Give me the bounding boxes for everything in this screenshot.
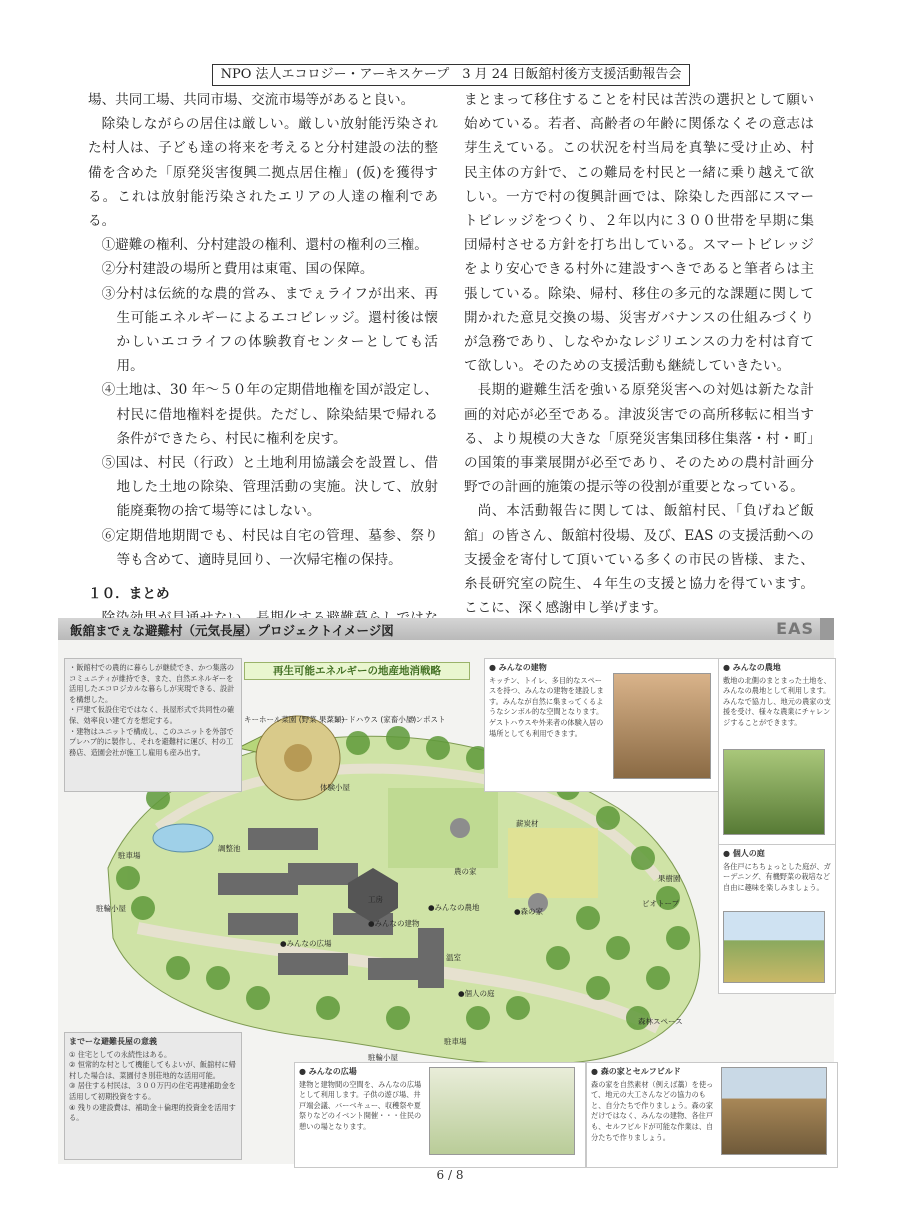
label-bike-shed-2: 駐輪小屋 [368, 1053, 398, 1062]
box-title: ● みんなの広場 [299, 1067, 357, 1076]
label-orchard: 果樹園 [658, 874, 681, 883]
farmland-photo [723, 749, 825, 835]
box-text: 森の家を自然素材（例えば藁）を使って、地元の大工さんなどの協力のもと、自分たちで作りましょう。森の家だけではなく、みんなの建物、各住戸も、セルフビルドが可能な作業は、自分たちで作りましょう。 [591, 1079, 714, 1142]
list-item: ①避難の権利、分村建設の権利、還村の権利の三権。 [101, 237, 428, 254]
list-item: ④土地は、30 年～５０年の定期借地権を国が設定し、村民に借地権料を提供。ただし、除染結果で帰れる条件ができたら、村民に権利を戻す。 [101, 382, 438, 447]
page-header: NPO 法人エコロジー・アーキスケープ 3 月 24 日飯舘村後方支援活動報告会 [212, 64, 690, 86]
selfbuild-photo [721, 1067, 827, 1155]
label-compost: コンポスト [408, 715, 446, 724]
paragraph: 尚、本活動報告に関しては、飯舘村民、「負げねど飯舘」の皆さん、飯舘村役場、及び、EAS の支援活動への支援金を寄付して頂いている多くの市民の皆様、また、糸長研究室の院生、４年生の支援と協力を得ています。ここに、深く感謝申し挙げます。 [464, 503, 814, 617]
label-shared-farmland: ●みんなの農地 [428, 903, 480, 912]
label-keyhole-garden: キーホール菜園 (野菜 果菜類) [244, 715, 345, 724]
paragraph: まとまって移住することを村民は苦渋の選択として願い始めている。若者、高齢者の年齢に関係なくその意志は芽生えている。この状況を村当局を真摯に受け止め、村民主体の方針で、この難局を村民と一緒に乗り越えて欲しい。一方で村の復興計画では、除染した西部にスマートビレッジをつくり、２年以内に３００世帯を早期に集団帰村させる方針を打ち出している。スマートビレッジをより安心できる村外に建設すへきであると筆者らは主張している。除染、帰村、移住の多元的な課題に関して開かれた意見交換の場、災害ガバナンスの仕組みづくりが急務であり、しなやかなレジリエンスの力を村は育てて欲しい。そのための支援活動も継続していきたい。 [464, 92, 814, 375]
label-parking-2: 駐車場 [444, 1037, 467, 1046]
intro-box: ・飯館村での農的に暮らしが継続でき、かつ集落のコミュニティが維持でき、また、自然エネルギーを活用したエコロジカルな暮らしが実現できる、設計を構想した。 ・戸建て仮設住宅ではなく、長屋形式で共同性の確保、効率良い建て方を想定する。 ・建物はユニットで構成し、このユニットを外部でプレハブ的に製作し、それを避難村に運び、村の工務店、造園会社が施工し雇用も産み出す。 [64, 658, 242, 792]
list-item: ③ 居住する村民は、３００万円の住宅再建補助金を活用して初期投資をする。 [69, 1081, 236, 1101]
shared-farmland-box [718, 658, 836, 848]
list-item: ⑥定期借地期間でも、村民は自宅の管理、墓参、祭り等も含めて、適時見回り、一次帰宅権の保持。 [101, 527, 438, 568]
left-column [88, 88, 438, 655]
strategy-title: 再生可能エネルギーの地産地消戦略 [244, 662, 470, 680]
list-item: ④ 残りの建設費は、補助金＋倫理的投資金を活用する。 [69, 1102, 236, 1123]
forest-house-box [586, 1062, 838, 1168]
paragraph: 長期的避難生活を強いる原発災害への対処は新たな計画的対応が必至である。津波災害での高所移転に相当する、より規模の大きな「原発災害集団移住集落・村・町」の国策的事業展開が必至であり、そのための農村計画分野での計画的施策の提示等の役割が重要となっている。 [464, 382, 814, 496]
right-column [464, 88, 814, 620]
list-item: ③分村は伝統的な農的営み、までぇライフが出来、再生可能エネルギーによるエコビレッジ。還村後は懐かしいエコライフの体験教育センターとしても活用。 [101, 285, 438, 375]
label-farm-house: 農の家 [454, 867, 477, 876]
page-number: 6 / 8 [436, 1168, 464, 1182]
meaning-box [64, 1032, 242, 1160]
label-pond: 調整池 [218, 844, 241, 853]
interior-photo [613, 673, 711, 779]
plaza-sketch [429, 1067, 575, 1155]
list-item: ② 恒常的な村として機能してもよいが、飯舘村に帰村した場合は、菜園付き別荘地的な活用可能。 [69, 1060, 236, 1080]
box-title: ● みんなの建物 [489, 663, 547, 672]
private-garden-box [718, 844, 836, 994]
label-experience-hut: 体験小屋 [320, 783, 350, 792]
box-title: までーな避難長屋の意義 [69, 1037, 157, 1046]
shared-plaza-box [294, 1062, 586, 1168]
box-title: ● みんなの農地 [723, 663, 781, 672]
label-parking: 駐車場 [118, 851, 141, 860]
label-workshop: 工房 [368, 895, 383, 904]
label-charcoal-wood: 薪炭材 [516, 819, 539, 828]
box-text: 敷地の北側のまとまった土地を、みんなの農地として利用します。みんなで協力し、地元の農家の支援を受け、様々な農業にチャレンジすることができます。 [723, 675, 831, 727]
figure-title-bar [58, 618, 834, 640]
label-greenhouse: 温室 [446, 953, 461, 962]
box-text: 建物と建物間の空間を、みんなの広場として利用します。子供の遊び場、井戸端会議、バーベキュー、収穫祭や夏祭りなどのイベント開催・・・住民の憩いの場となります。 [299, 1079, 422, 1131]
label-private-garden: ●個人の庭 [458, 989, 495, 998]
label-bike-shed: 駐輪小屋 [96, 904, 126, 913]
label-biotope: ビオトープ [642, 899, 680, 908]
list-item: ②分村建設の場所と費用は東電、国の保障。 [101, 261, 374, 278]
garden-photo [723, 911, 825, 983]
label-forest-house: ●森の家 [514, 907, 544, 916]
logo-stripe [820, 618, 834, 640]
list-item: ⑤国は、村民（行政）と土地利用協議会を設置し、借地した土地の除染、管理活動の実施。決して、放射能廃棄物の捨て場等にはしない。 [101, 455, 438, 520]
shared-building-box [484, 658, 722, 792]
label-shade-house: シェードハウス (家畜小屋) [326, 715, 417, 724]
paragraph: 除染しながらの居住は厳しい。厳しい放射能汚染された村人は、子ども達の将来を考えると分村建設の法的整備を含めた「原発災害復興二拠点居住権」(仮)を獲得する。これは放射能汚染されたエリアの人達の権利である。 [88, 116, 438, 230]
section-title: １０．まとめ [88, 586, 170, 603]
label-shared-building: ●みんなの建物 [368, 919, 420, 928]
eas-logo: EAS [776, 619, 814, 638]
paragraph: 場、共同工場、共同市場、交流市場等があると良い。 [88, 92, 415, 108]
project-image-figure [58, 618, 834, 1164]
box-text: 各住戸にちちょっとした庭が、ガーデニング、有機野菜の栽培など自由に趣味を楽しみましょう。 [723, 861, 831, 892]
label-shared-plaza: ●みんなの広場 [280, 939, 332, 948]
box-title: ● 個人の庭 [723, 849, 765, 858]
label-forest-space: 森林スペース [638, 1017, 683, 1026]
list-item: ① 住宅としての永続性はある。 [69, 1049, 172, 1059]
box-title: ● 森の家とセルフビルド [591, 1067, 681, 1076]
figure-title: 飯舘までぇな避難村（元気長屋）プロジェクトイメージ図 [70, 623, 394, 638]
box-text: キッチン、トイレ、多目的なスペースを持つ、みんなの建物を建設します。みんなが自然に集まってくるようなシンボル的な空間となります。ゲストハウスや外来者の体験入居の場所としても利用できます。 [489, 675, 604, 738]
